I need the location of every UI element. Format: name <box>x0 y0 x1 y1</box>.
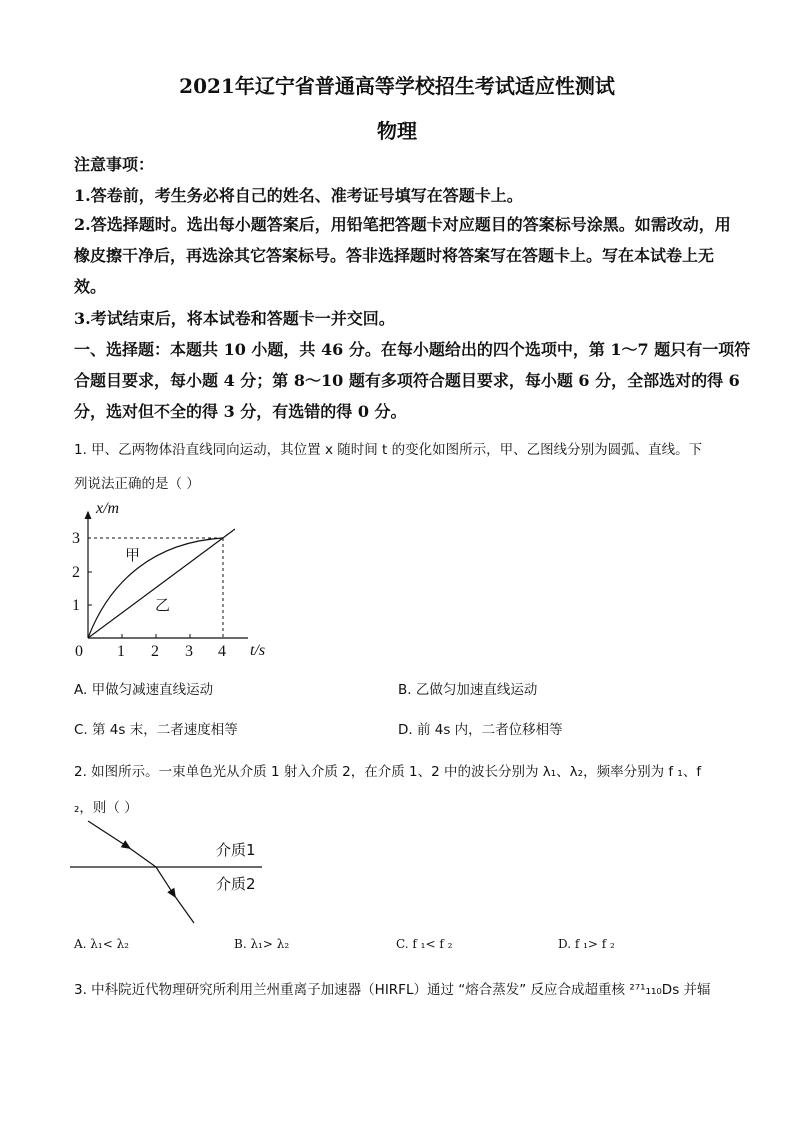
notice-line: 效。 <box>74 277 107 296</box>
subject-title: 物理 <box>377 119 417 143</box>
q2-option-b: B. λ₁> λ₂ <box>234 937 290 951</box>
q2-refraction-figure <box>70 815 270 927</box>
origin-label: 0 <box>75 643 83 660</box>
y-axis-label: x/m <box>96 500 120 517</box>
q3-stem: 3. 中科院近代物理研究所利用兰州重离子加速器（HIRFL）通过 “熔合蒸发” 反应合成超重核 ²⁷¹₁₁₀Ds 并辐 <box>74 982 711 998</box>
section-instructions: 合题目要求，每小题 4 分；第 8～10 题有多项符合题目要求，每小题 6 分，全部选对的得 6 <box>74 371 740 390</box>
x-tick-label: 4 <box>218 643 226 660</box>
notice-heading: 注意事项： <box>74 155 155 174</box>
page-title: 2021年辽宁省普通高等学校招生考试适应性测试 <box>179 74 615 98</box>
q1-position-time-graph <box>70 500 280 665</box>
q2-option-a: A. λ₁< λ₂ <box>74 937 129 951</box>
y-tick-label: 1 <box>72 597 80 614</box>
notice-line: 1.答卷前，考生务必将自己的姓名、准考证号填写在答题卡上。 <box>74 186 523 205</box>
q2-option-c: C. f ₁< f ₂ <box>396 937 453 951</box>
medium2-label: 介质2 <box>216 875 256 893</box>
line-yi <box>88 529 235 638</box>
q2-option-d: D. f ₁> f ₂ <box>558 937 615 951</box>
incident-ray <box>88 821 128 847</box>
q1-stem: 1. 甲、乙两物体沿直线同向运动，其位置 x 随时间 t 的变化如图所示，甲、乙图线分别为圆弧、直线。下 <box>74 442 703 458</box>
notice-line: 2.答选择题时。选出每小题答案后，用铅笔把答题卡对应题目的答案标号涂黑。如需改动，用 <box>74 215 731 234</box>
medium1-label: 介质1 <box>216 841 256 859</box>
x-tick-label: 3 <box>185 643 193 660</box>
q1-option-b: B. 乙做匀加速直线运动 <box>398 682 538 698</box>
section-instructions: 分，选对但不全的得 3 分，有选错的得 0 分。 <box>74 402 407 421</box>
notice-line: 3.考试结束后，将本试卷和答题卡一并交回。 <box>74 309 395 328</box>
q2-stem: 2. 如图所示。一束单色光从介质 1 射入介质 2，在介质 1、2 中的波长分别为 λ₁、λ₂，频率分别为 f ₁、f <box>74 764 702 780</box>
curve-jia-label: 甲 <box>125 546 141 564</box>
refracted-ray <box>156 867 174 895</box>
q1-option-d: D. 前 4s 内，二者位移相等 <box>398 722 563 738</box>
x-tick-label: 2 <box>151 643 159 660</box>
y-tick-label: 2 <box>72 564 80 581</box>
q2-stem: ₂，则（ ） <box>74 800 138 816</box>
x-axis-label: t/s <box>250 642 266 659</box>
q1-stem: 列说法正确的是（ ） <box>74 476 200 492</box>
q1-option-c: C. 第 4s 末，二者速度相等 <box>74 722 238 738</box>
y-tick-label: 3 <box>72 530 80 547</box>
q1-option-a: A. 甲做匀减速直线运动 <box>74 682 214 698</box>
section-instructions: 一、选择题：本题共 10 小题，共 46 分。在每小题给出的四个选项中，第 1～7 题只有一项符 <box>74 340 751 359</box>
line-yi-label: 乙 <box>155 596 171 614</box>
x-tick-label: 1 <box>117 643 125 660</box>
notice-line: 橡皮擦干净后，再选涂其它答案标号。答非选择题时将答案写在答题卡上。写在本试卷上无 <box>74 246 715 265</box>
